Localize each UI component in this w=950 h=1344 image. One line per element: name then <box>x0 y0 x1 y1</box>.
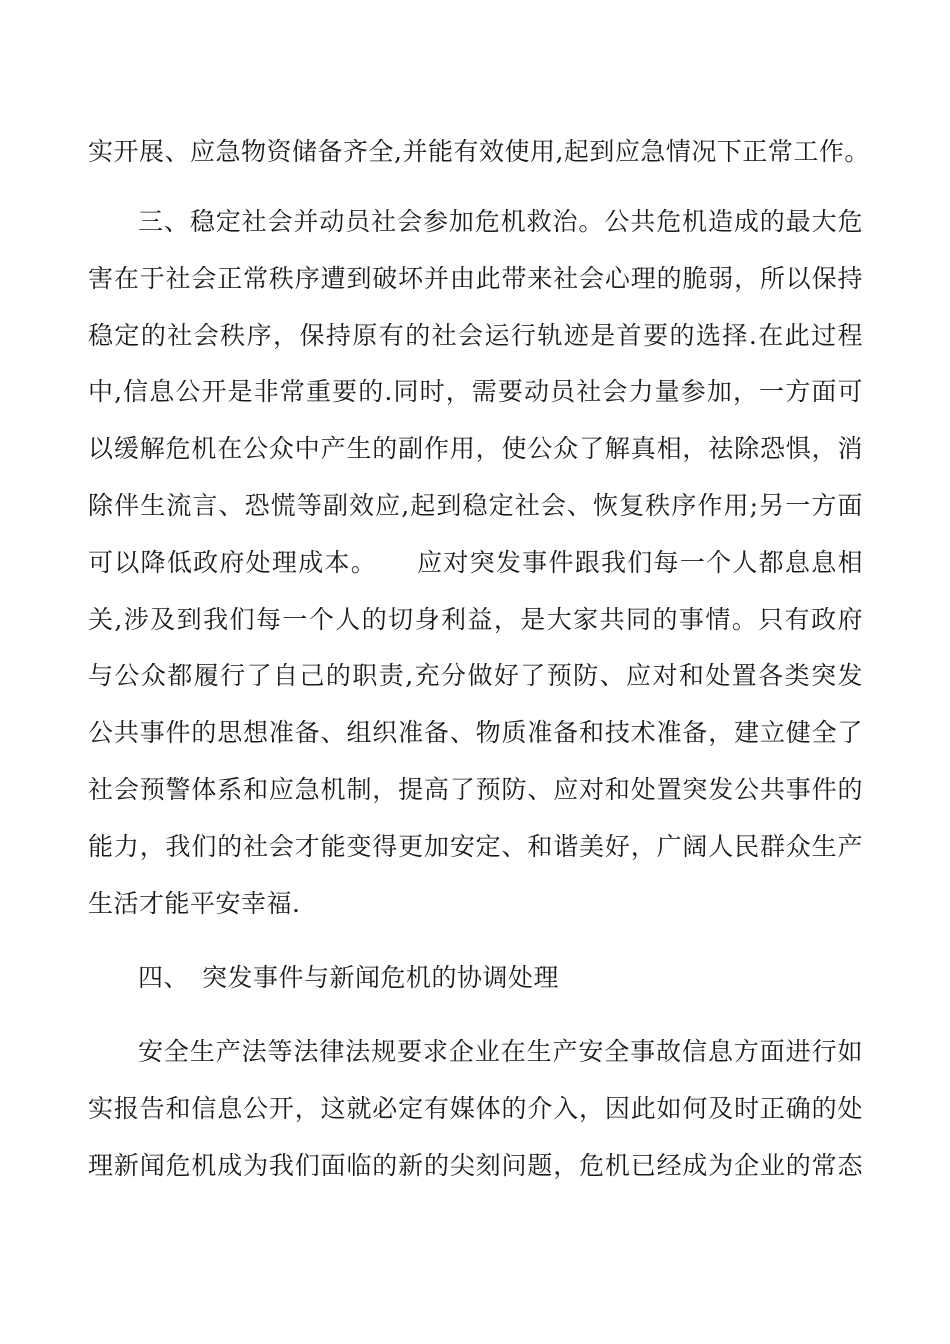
paragraph-line: 生活才能平安幸福. <box>88 889 301 918</box>
section-heading: 四、 突发事件与新闻危机的协调处理 <box>138 963 560 992</box>
paragraph-line: 关,涉及到我们每一个人的切身利益，是大家共同的事情。只有政府 <box>88 605 863 634</box>
paragraph-line: 社会预警体系和应急机制，提高了预防、应对和处置突发公共事件的 <box>88 775 863 804</box>
paragraph-line: 安全生产法等法律法规要求企业在生产安全事故信息方面进行如 <box>138 1037 863 1066</box>
paragraph-line: 稳定的社会秩序，保持原有的社会运行轨迹是首要的选择.在此过程 <box>88 321 863 350</box>
paragraph-line: 以缓解危机在公众中产生的副作用，使公众了解真相，祛除恐惧，消 <box>88 434 863 463</box>
paragraph-line: 与公众都履行了自己的职责,充分做好了预防、应对和处置各类突发 <box>88 661 863 690</box>
paragraph-line: 害在于社会正常秩序遭到破坏并由此带来社会心理的脆弱，所以保持 <box>88 264 863 293</box>
paragraph-line: 中,信息公开是非常重要的.同时，需要动员社会力量参加，一方面可 <box>88 377 863 406</box>
paragraph-line: 实报告和信息公开，这就必定有媒体的介入，因此如何及时正确的处 <box>88 1094 863 1123</box>
paragraph-line: 三、稳定社会并动员社会参加危机救治。公共危机造成的最大危 <box>138 207 863 236</box>
paragraph-line: 除伴生流言、恐慌等副效应,起到稳定社会、恢复秩序作用;另一方面 <box>88 491 863 520</box>
paragraph-line: 可以降低政府处理成本。 应对突发事件跟我们每一个人都息息相 <box>88 548 863 577</box>
paragraph-line: 公共事件的思想准备、组织准备、物质准备和技术准备，建立健全了 <box>88 718 863 747</box>
paragraph-line: 实开展、应急物资储备齐全,并能有效使用,起到应急情况下正常工作。 <box>88 137 870 166</box>
paragraph-line: 能力，我们的社会才能变得更加安定、和谐美好，广阔人民群众生产 <box>88 832 863 861</box>
paragraph-line: 理新闻危机成为我们面临的新的尖刻问题，危机已经成为企业的常态 <box>88 1151 863 1180</box>
